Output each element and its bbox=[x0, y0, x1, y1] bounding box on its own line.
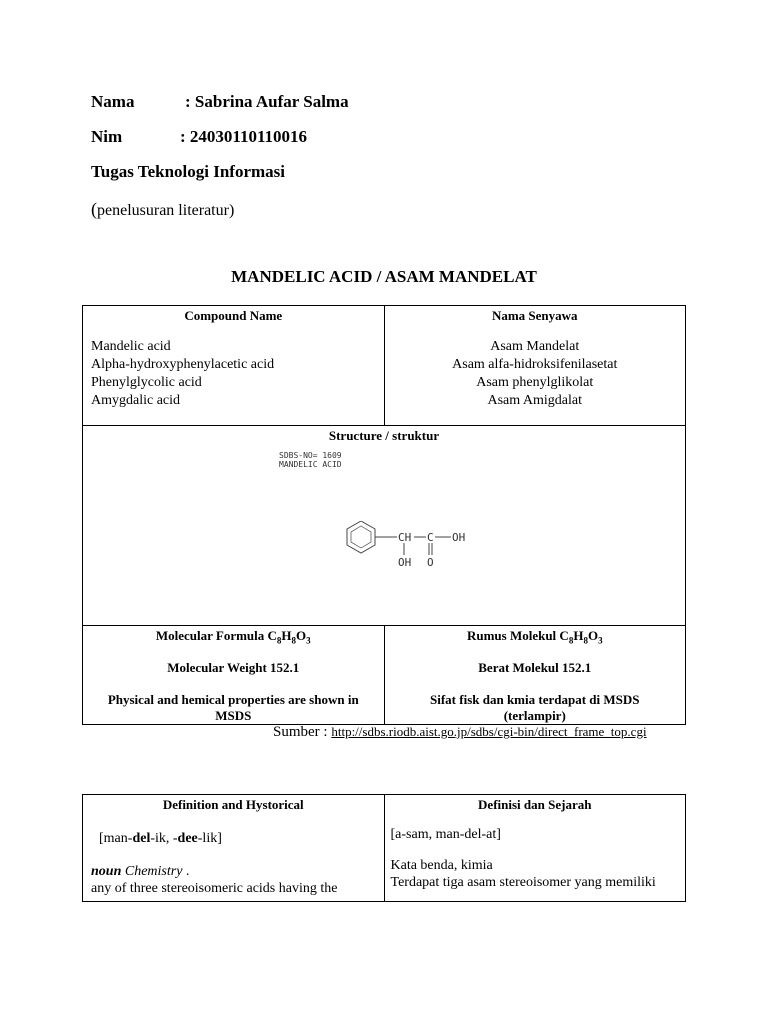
rumus-label: Rumus Molekul C bbox=[466, 628, 569, 643]
list-item: Asam Mandelat bbox=[490, 339, 580, 354]
atom-ch: CH bbox=[398, 531, 412, 544]
formula-label: Molecular Formula C bbox=[155, 628, 277, 643]
structure-header: Structure / struktur bbox=[328, 428, 440, 443]
source-label: Sumber : bbox=[273, 724, 332, 740]
pronunciation-id: [a-sam, man-del-at] bbox=[390, 827, 501, 842]
formula-h-count: 8 bbox=[583, 635, 588, 646]
noun-label: noun bbox=[91, 864, 122, 879]
formula-c-count: 8 bbox=[276, 635, 282, 646]
properties-note: Physical and hemical properties are shown in MSDS bbox=[107, 691, 359, 723]
pron-stress-1: del bbox=[132, 831, 151, 846]
definisi-text: Terdapat tiga asam stereoisomer yang memiliki bbox=[390, 875, 656, 890]
note-paren: ( bbox=[91, 199, 97, 219]
pos-dot: . bbox=[182, 864, 190, 879]
nim-label: Nim bbox=[91, 127, 123, 146]
name-label: Nama bbox=[91, 92, 135, 111]
molecular-formula bbox=[83, 628, 384, 646]
rumus-info-cell bbox=[384, 626, 685, 725]
formula-o-count: 3 bbox=[306, 635, 311, 646]
pron-part: [man- bbox=[99, 831, 133, 846]
kata-benda: Kata benda, kimia bbox=[390, 858, 493, 873]
formula-h: H bbox=[573, 628, 584, 643]
source-line bbox=[273, 724, 647, 741]
page-title: MANDELIC ACID / ASAM MANDELAT bbox=[231, 267, 537, 286]
note bbox=[91, 199, 234, 220]
pron-part: -ik, - bbox=[150, 831, 178, 846]
definition-cell bbox=[83, 795, 385, 902]
formula-o: O bbox=[587, 628, 599, 643]
sifat-line-1: Sifat fisk dan kmia terdapat di MSDS bbox=[430, 691, 640, 707]
compound-name-cell bbox=[83, 306, 385, 426]
structure-cell bbox=[83, 426, 686, 626]
nama-senyawa-list bbox=[385, 338, 685, 410]
formula-h: H bbox=[281, 628, 292, 643]
course-title: Tugas Teknologi Informasi bbox=[91, 162, 285, 181]
source-link[interactable]: http://sdbs.riodb.aist.go.jp/sdbs/cgi-bin/direct_frame_top.cgi bbox=[331, 724, 647, 739]
pron-part: -lik] bbox=[197, 831, 222, 846]
structure-diagram bbox=[338, 521, 488, 596]
atom-o: O bbox=[427, 556, 434, 569]
benzene-inner-ring bbox=[351, 526, 371, 548]
nama-senyawa-cell bbox=[384, 306, 685, 426]
sdbs-number: SDBS-NO= 1609 bbox=[279, 451, 342, 460]
sifat-line-2: (terlampir) bbox=[503, 707, 566, 723]
pronunciation bbox=[99, 831, 384, 847]
formula-c-count: 8 bbox=[568, 635, 574, 646]
sdbs-caption bbox=[279, 451, 342, 469]
formula-o-count: 3 bbox=[598, 635, 603, 646]
name-value: : Sabrina Aufar Salma bbox=[185, 92, 349, 111]
compound-name-header: Compound Name bbox=[184, 308, 283, 323]
list-item: Alpha-hydroxyphenylacetic acid bbox=[91, 357, 275, 372]
atom-c: C bbox=[427, 531, 434, 544]
list-item: Asam Amigdalat bbox=[487, 393, 582, 408]
nama-senyawa-header: Nama Senyawa bbox=[491, 308, 578, 323]
compound-table bbox=[82, 305, 686, 725]
molecular-info-cell bbox=[83, 626, 385, 725]
list-item: Mandelic acid bbox=[91, 339, 171, 354]
sejarah-cell bbox=[384, 795, 686, 902]
sifat-note bbox=[385, 692, 685, 724]
compound-name-list bbox=[91, 338, 384, 410]
sejarah-header: Definisi dan Sejarah bbox=[478, 797, 592, 812]
definition-body bbox=[91, 863, 384, 897]
pron-stress-2: dee bbox=[177, 831, 198, 846]
molecular-weight: Molecular Weight 152.1 bbox=[167, 659, 300, 675]
list-item: Asam alfa-hidroksifenilasetat bbox=[452, 357, 618, 372]
list-item: Asam phenylglikolat bbox=[476, 375, 594, 390]
formula-h-count: 8 bbox=[291, 635, 297, 646]
definition-table bbox=[82, 794, 686, 902]
definition-header: Definition and Hystorical bbox=[162, 797, 304, 812]
atom-oh-bottom: OH bbox=[398, 556, 412, 569]
list-item: Phenylglycolic acid bbox=[91, 375, 202, 390]
field-label: Chemistry bbox=[121, 864, 183, 879]
rumus-molekul bbox=[385, 628, 685, 646]
sdbs-compound: MANDELIC ACID bbox=[279, 460, 342, 469]
note-text: penelusuran literatur) bbox=[97, 202, 235, 219]
definition-text: any of three stereoisomeric acids having the bbox=[91, 881, 338, 896]
part-of-speech bbox=[91, 863, 384, 880]
definisi-body bbox=[391, 857, 686, 891]
nim-value: : 24030110110016 bbox=[180, 127, 308, 146]
list-item: Amygdalic acid bbox=[91, 393, 181, 408]
atom-oh-right: OH bbox=[452, 531, 466, 544]
berat-molekul: Berat Molekul 152.1 bbox=[478, 659, 592, 675]
formula-o: O bbox=[296, 628, 307, 643]
